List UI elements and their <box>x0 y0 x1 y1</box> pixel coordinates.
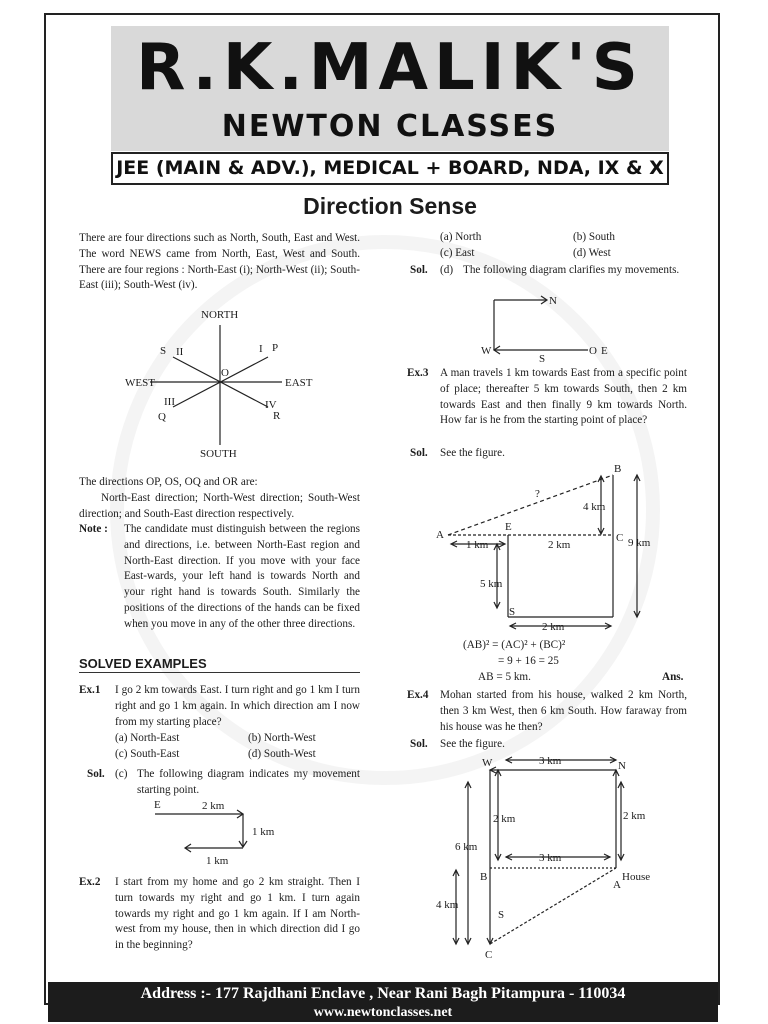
ex4-c-label: C <box>485 949 493 961</box>
compass-west-label: WEST <box>125 377 155 389</box>
ex2-label: Ex.2 <box>79 876 101 888</box>
ex3-5km-label: 5 km <box>480 578 503 590</box>
compass-r-label: R <box>273 410 281 422</box>
ex3-2km-bottom-label: 2 km <box>542 621 565 633</box>
ex2-sol-answer: (d) <box>440 264 454 276</box>
courses-banner: JEE (MAIN & ADV.), MEDICAL + BOARD, NDA, IX & X <box>111 152 669 185</box>
ex1-label: Ex.1 <box>79 684 101 696</box>
ex4-3km-top-label: 3 km <box>539 755 562 767</box>
compass-south-label: SOUTH <box>200 448 237 460</box>
ex2-w-label: W <box>481 345 492 357</box>
ex2-s-label: S <box>539 353 546 365</box>
ex2-o-label: O <box>589 345 597 357</box>
footer-bar <box>48 982 718 1022</box>
compass-q-label: Q <box>158 411 166 423</box>
compass-region-iv: IV <box>265 399 277 411</box>
brand-subtitle: NEWTON CLASSES <box>221 109 559 144</box>
document-title: Direction Sense <box>303 193 477 219</box>
ex4-w-label: W <box>482 757 493 769</box>
compass-s-label: S <box>160 345 167 357</box>
ex3-math-line3: AB = 5 km. <box>478 671 531 683</box>
ex3-e-label: E <box>505 521 512 533</box>
ex1-sol-label: Sol. <box>87 768 105 780</box>
ex4-sol-text: See the figure. <box>440 738 505 750</box>
ex2-option-c: (c) East <box>440 247 475 259</box>
ex2-question: I start from my home and go 2 km straight. Then I turn towards my right and go 1 km. I turn again towards my right and go 1 km again. If I am North-west from my house, then in which direction did I go in the beginning? <box>115 876 360 952</box>
ex4-a-label: A <box>613 879 621 891</box>
brand-name: R.K.MALIK'S <box>136 31 644 105</box>
ex4-diagram <box>430 752 670 964</box>
ex1-diagram <box>148 798 288 870</box>
ex2-n-label: N <box>549 295 557 307</box>
ex4-n-label: N <box>618 760 626 772</box>
ex3-diagram <box>430 460 670 640</box>
compass-north-label: NORTH <box>201 309 239 321</box>
ex1-1km-bottom-label: 1 km <box>206 855 229 867</box>
ex4-house-label: House <box>622 871 651 883</box>
ex2-option-b: (b) South <box>573 231 615 243</box>
compass-region-i: I <box>259 343 263 355</box>
ex3-label: Ex.3 <box>407 367 429 379</box>
ex3-a-label: A <box>436 529 444 541</box>
compass-o-label: O <box>221 367 229 379</box>
compass-region-iii: III <box>164 396 175 408</box>
note-text: The candidate must distinguish between the regions and directions, i.e. between North-East region and North-East direction. If you move with your face East-wards, your left hand is towards North and your right hand is towards South. Similarly the positions of the directions of the hands can be fixed when you move in any of the other three directions. <box>124 523 360 630</box>
ex3-sol-text: See the figure. <box>440 447 505 459</box>
ex1-option-d: (d) South-West <box>248 748 316 760</box>
ex2-option-a: (a) North <box>440 231 482 243</box>
ex1-1km-right-label: 1 km <box>252 826 275 838</box>
ex3-math-line2: = 9 + 16 = 25 <box>498 655 559 667</box>
footer-address: Address :- 177 Rajdhani Enclave , Near Rani Bagh Pitampura - 110034 <box>140 985 626 1002</box>
ex4-b-label: B <box>480 871 488 883</box>
ex1-sol-text: The following diagram indicates my movement starting point. <box>137 768 360 796</box>
note-label: Note : <box>79 523 108 535</box>
ex3-ans-label: Ans. <box>662 671 684 683</box>
ex2-e-label: E <box>601 345 608 357</box>
ex3-2km-label: 2 km <box>548 539 571 551</box>
ex2-diagram <box>478 292 628 364</box>
ex4-4km-label: 4 km <box>436 899 459 911</box>
ex1-e-label: E <box>154 799 161 811</box>
compass-east-label: EAST <box>285 377 313 389</box>
intro-paragraph: There are four directions such as North, South, East and West. The word NEWS came from North, East, West and South. There are four regions : North-East (i); North-West (ii); South-East (iii); South-West (iv). <box>79 232 360 292</box>
ex4-3km-mid-label: 3 km <box>539 852 562 864</box>
ex4-2km-left-label: 2 km <box>493 813 516 825</box>
compass-region-ii: II <box>176 346 184 358</box>
ex3-s-label: S <box>509 606 516 618</box>
compass-p-label: P <box>272 342 279 354</box>
directions-paragraph: North-East direction; North-West direction; South-West direction; and South-East direction respectively. <box>79 492 360 520</box>
compass-diagram <box>118 305 318 465</box>
ex4-sol-label: Sol. <box>410 738 428 750</box>
ex1-option-b: (b) North-West <box>248 732 316 744</box>
ex2-option-d: (d) West <box>573 247 611 259</box>
ex1-question: I go 2 km towards East. I turn right and go 1 km I turn right and go 1 km again. In which direction am I now from my starting place? <box>115 684 360 728</box>
ex3-4km-label: 4 km <box>583 501 606 513</box>
solved-examples-heading: SOLVED EXAMPLES <box>79 655 360 673</box>
ex3-9km-label: 9 km <box>628 537 651 549</box>
ex4-label: Ex.4 <box>407 689 429 701</box>
ex4-question: Mohan started from his house, walked 2 km North, then 3 km West, then 6 km South. How faraway from his house was he then? <box>440 689 687 733</box>
ex3-unknown-label: ? <box>535 488 540 500</box>
footer-website: www.newtonclasses.net <box>313 1005 453 1020</box>
ex4-s-label: S <box>498 909 505 921</box>
ex4-2km-right-label: 2 km <box>623 810 646 822</box>
ex3-question: A man travels 1 km towards East from a specific point of place; thereafter 5 km towards South, then 2 km towards East and then finally 9 km towards North. How far is he from the starting point of place? <box>440 367 687 427</box>
ex3-c-label: C <box>616 532 624 544</box>
ex3-sol-label: Sol. <box>410 447 428 459</box>
ex1-option-a: (a) North-East <box>115 732 180 744</box>
ex1-2km-label: 2 km <box>202 800 225 812</box>
ex1-sol-answer: (c) <box>115 768 128 780</box>
ex4-6km-label: 6 km <box>455 841 478 853</box>
ex2-sol-text: The following diagram clarifies my movements. <box>463 264 680 276</box>
ex3-1km-label: 1 km <box>466 539 489 551</box>
ex3-b-label: B <box>614 463 622 475</box>
ex1-option-c: (c) South-East <box>115 748 180 760</box>
ex3-math-line1: (AB)² = (AC)² + (BC)² <box>463 639 566 651</box>
directions-heading: The directions OP, OS, OQ and OR are: <box>79 476 258 488</box>
ex2-sol-label: Sol. <box>410 264 428 276</box>
